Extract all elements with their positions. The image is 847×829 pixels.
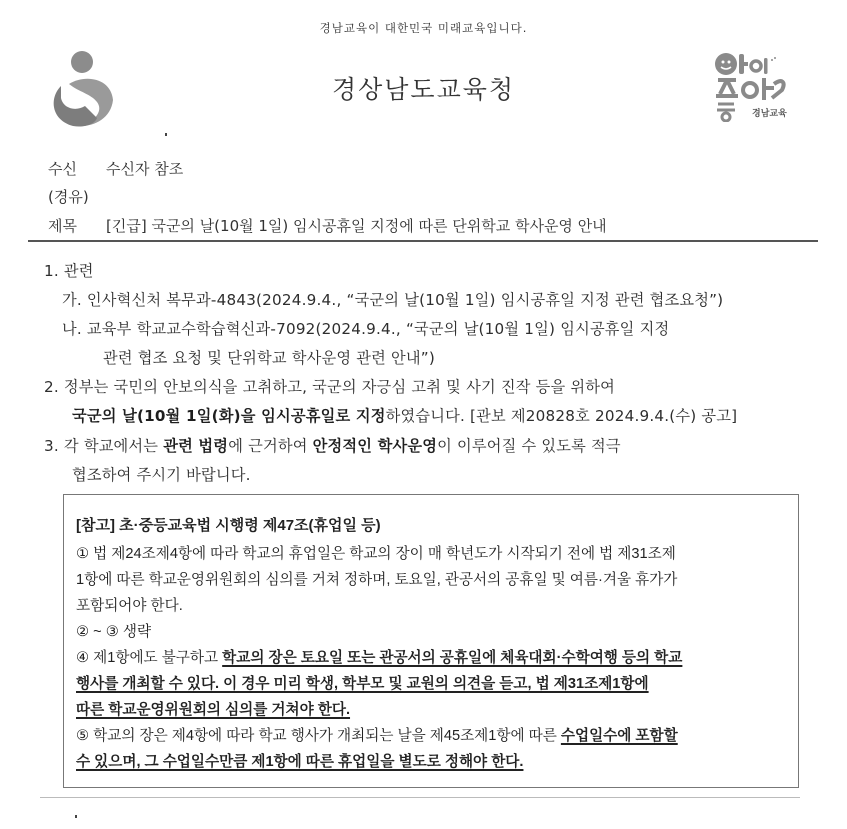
- item-3-emphasis-2: 안정적인 학사운영: [312, 437, 438, 455]
- bottom-divider: [40, 797, 800, 798]
- gyeongnam-education-emblem-icon: [45, 48, 125, 128]
- via-label: (경유): [48, 188, 89, 206]
- recipient-label: 수신: [48, 160, 77, 178]
- page-title: 경상남도교육청: [331, 75, 516, 104]
- reference-title: [참고] 초·중등교육법 시행령 제47조(휴업일 등): [76, 517, 381, 534]
- item-3-text-b: 에 근거하여: [228, 437, 313, 455]
- clause-5-underlined-1: 수업일수에 포함할: [560, 728, 678, 744]
- scan-artifact: [165, 133, 167, 136]
- subject-label: 제목: [48, 217, 77, 235]
- clause-5-line1: [76, 724, 678, 745]
- item-3-line2: 협조하여 주시기 바랍니다.: [72, 466, 251, 484]
- clause-1-line1: ① 법 제24조제4항에 따라 학교의 휴업일은 학교의 장이 매 학년도가 시작되기 전에 법 제31조제: [76, 546, 676, 562]
- clause-4-line2: [76, 672, 649, 693]
- item-1-label: 1. 관련: [44, 262, 94, 280]
- clause-5-line2: [76, 750, 523, 771]
- item-3-emphasis-1: 관련 법령: [163, 437, 229, 455]
- item-1-na-line2: 관련 협조 요청 및 단위학교 학사운영 관련 안내”): [103, 349, 435, 367]
- clause-1-line2: 1항에 따른 학교운영위원회의 심의를 거쳐 정하며, 토요일, 관공서의 공휴일 및 여름·겨울 휴가가: [76, 572, 678, 588]
- item-1-na-line1: 나. 교육부 학교교수학습혁신과-7092(2024.9.4., “국군의 날(10월 1일) 임시공휴일 지정: [62, 320, 670, 338]
- via-row: [48, 186, 89, 207]
- item-2-line2: [72, 405, 737, 426]
- subject-value: [긴급] 국군의 날(10월 1일) 임시공휴일 지정에 따른 단위학교 학사운영 안내: [106, 217, 607, 235]
- clause-5-underlined-2: 수 있으며, 그 수업일수만큼 제1항에 따른 휴업일을 별도로 정해야 한다.: [76, 754, 524, 770]
- clause-5-prefix: ⑤ 학교의 장은 제4항에 따라 학교 행사가 개최되는 날을 제45조제1항에 따른: [76, 728, 561, 744]
- clause-4-underlined-3: 따른 학교운영위원회의 심의를 거쳐야 한다.: [76, 702, 351, 718]
- clause-4-underlined-2: 행사를 개최할 수 있다. 이 경우 미리 학생, 학부모 및 교원의 의견을 듣고, 법 제31조제1항에: [76, 676, 649, 692]
- item-2-rest: 하였습니다. [관보 제20828호 2024.9.4.(수) 공고]: [385, 407, 738, 425]
- item-2-line1: 2. 정부는 국민의 안보의식을 고취하고, 국군의 자긍심 고취 및 사기 진작 등을 위하여: [44, 378, 615, 396]
- item-3-text-a: 3. 각 학교에서는: [44, 437, 164, 455]
- slogan: 경남교육이 대한민국 미래교육입니다.: [319, 21, 528, 35]
- logo-caption: 경남교육: [752, 109, 787, 119]
- recipient-value: 수신자 참조: [106, 160, 184, 178]
- clause-2-3: ② ~ ③ 생략: [76, 624, 152, 640]
- title-divider: [28, 240, 818, 242]
- item-3-line1: [44, 435, 621, 456]
- scan-artifact: [75, 815, 77, 818]
- clause-1-line3: 포함되어야 한다.: [76, 598, 183, 614]
- clause-4-line1: [76, 646, 682, 667]
- recipient-row: [48, 158, 183, 179]
- item-2-emphasis: 국군의 날(10월 1일(화)을 임시공휴일로 지정: [72, 407, 386, 425]
- clause-4-prefix: ④ 제1항에도 불구하고: [76, 650, 223, 666]
- item-1-ga: 가. 인사혁신처 복무과-4843(2024.9.4., “국군의 날(10월 1일) 임시공휴일 지정 관련 협조요청”): [62, 291, 724, 309]
- item-3-text-c: 이 이루어질 수 있도록 적극: [437, 437, 621, 455]
- subject-row: [48, 215, 607, 236]
- clause-4-line3: [76, 698, 350, 719]
- clause-4-underlined-1: 학교의 장은 토요일 또는 관공서의 공휴일에 체육대회·수학여행 등의 학교: [222, 650, 683, 666]
